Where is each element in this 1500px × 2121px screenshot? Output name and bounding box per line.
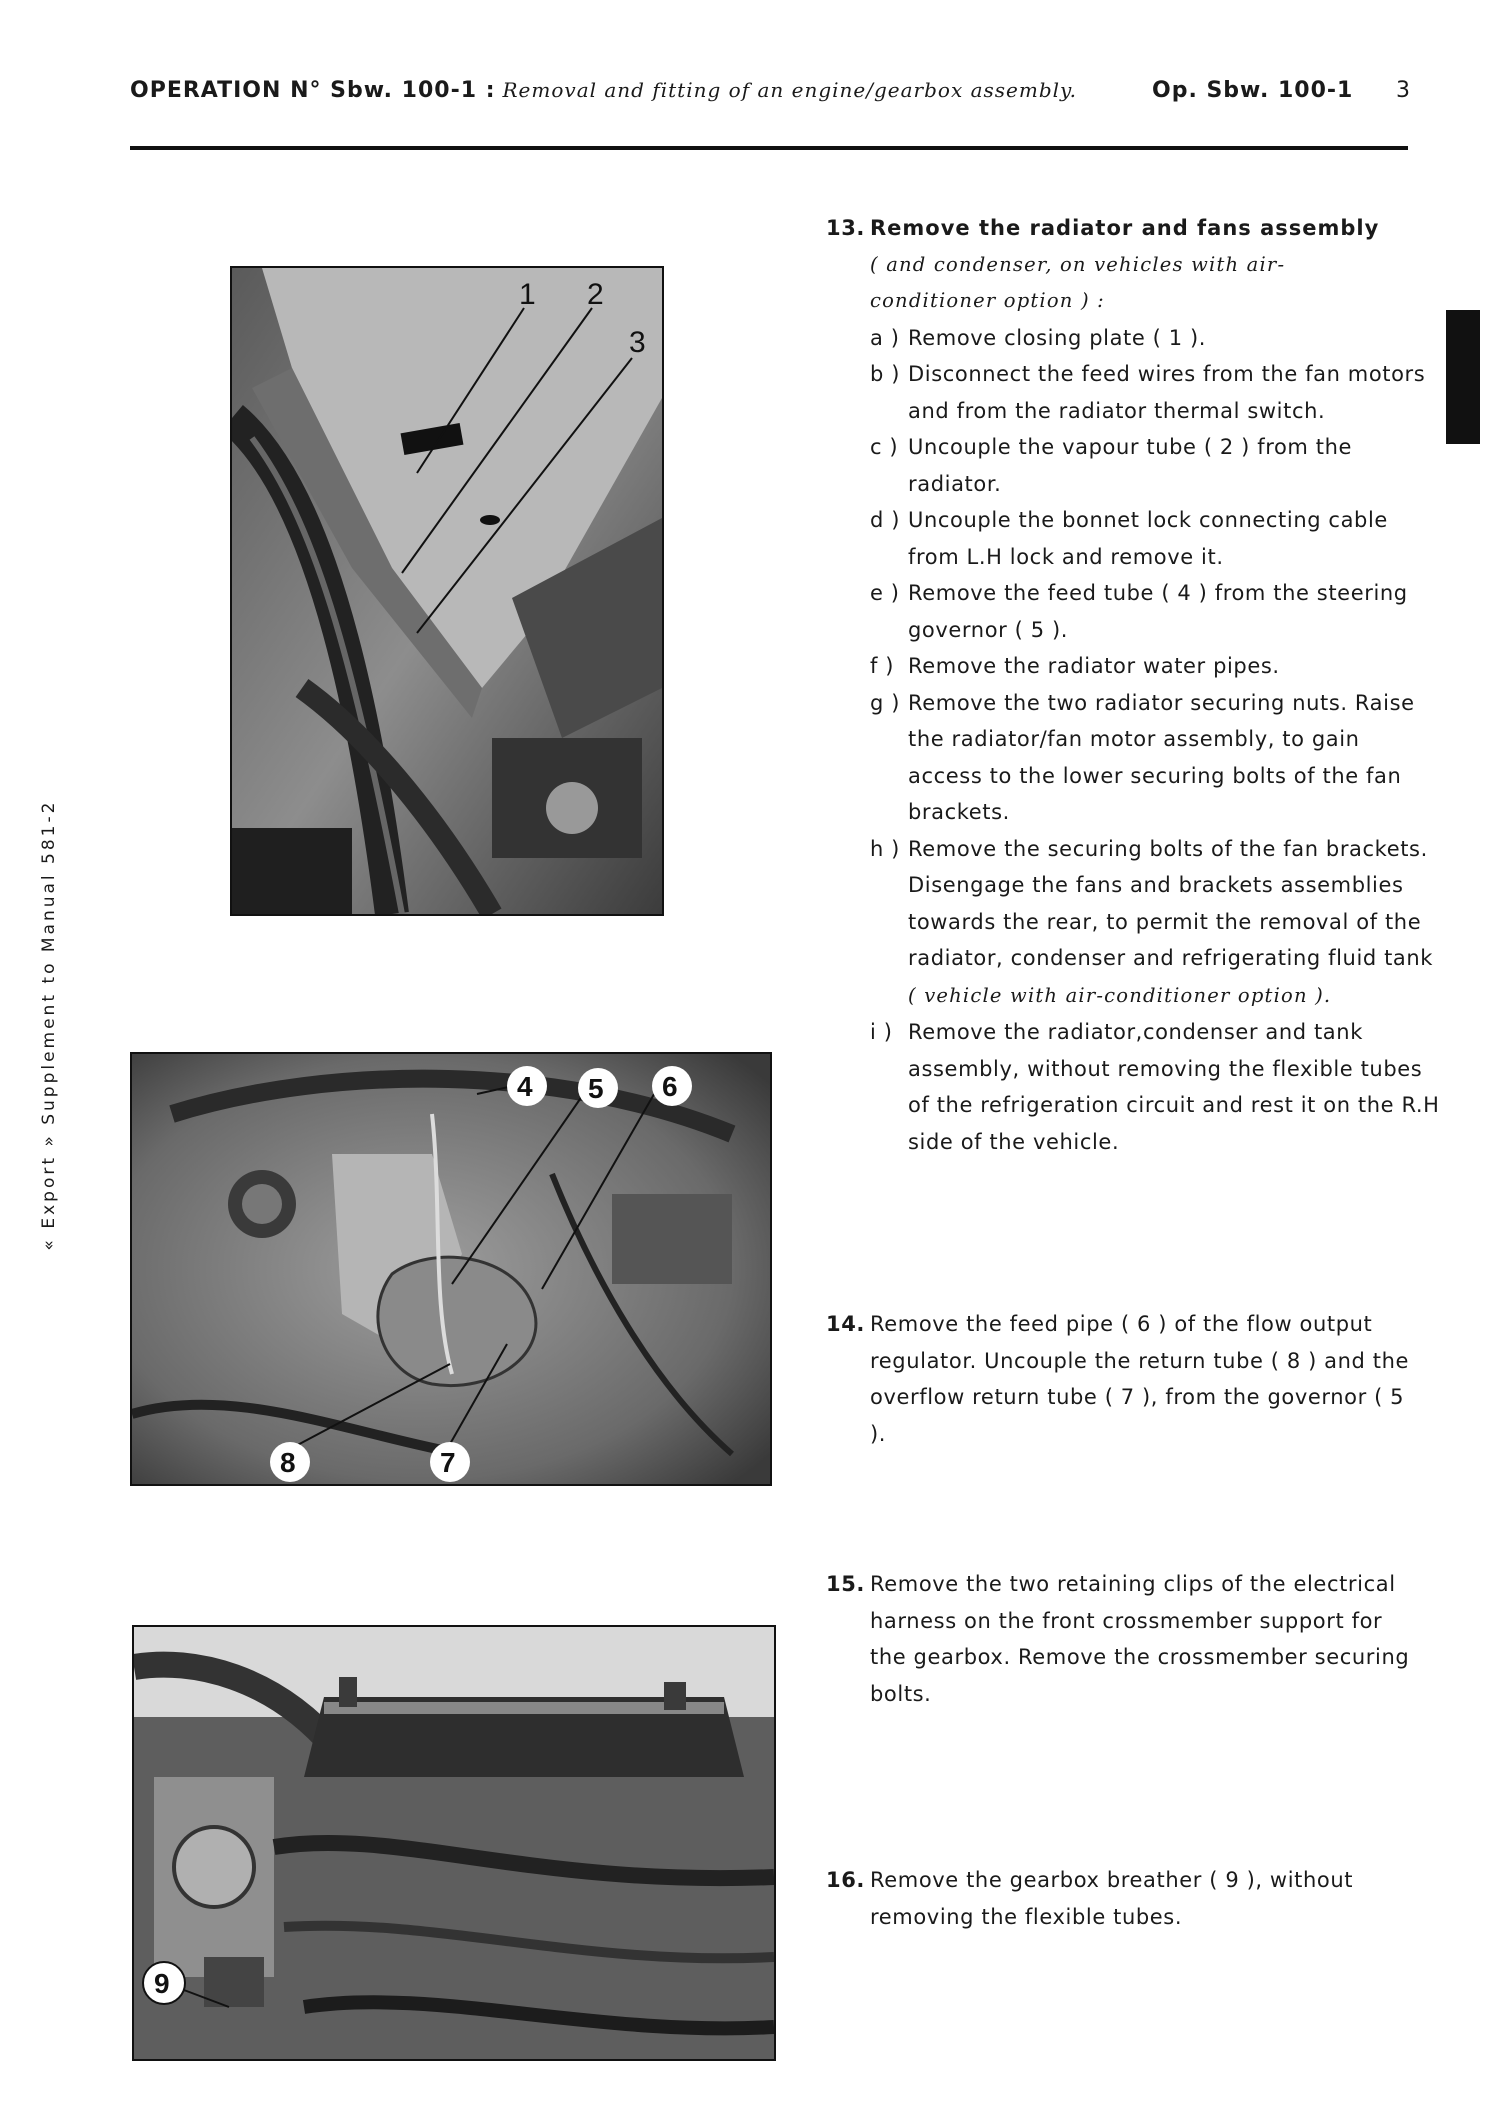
step-16-text: Remove the gearbox breather ( 9 ), without removing the flexible tubes. <box>870 1868 1354 1929</box>
figure-governor-photo <box>130 1052 772 1486</box>
step-14-number: 14. <box>826 1312 866 1336</box>
figure-radiator-photo <box>230 266 664 916</box>
callout-9: 9 <box>154 1968 170 1999</box>
step-15-number: 15. <box>826 1572 866 1596</box>
figure-gearbox-photo <box>132 1625 776 2061</box>
step-13-title: Remove the radiator and fans assembly <box>870 216 1380 240</box>
step-13-item-b: b ) Disconnect the feed wires from the fan motors and from the radiator thermal switch. <box>870 362 1426 423</box>
side-label: « Export » Supplement to Manual 581-2 <box>39 799 59 1251</box>
radiator-photo-graphic <box>232 268 662 914</box>
callout-7: 7 <box>440 1447 456 1478</box>
step-13-subtitle: ( and condenser, on vehicles with air-conditioner option ) : <box>870 252 1286 312</box>
step-13-item-e: e ) Remove the feed tube ( 4 ) from the steering governor ( 5 ). <box>870 581 1408 642</box>
header-rule <box>130 146 1408 150</box>
step-13 <box>870 210 1440 1160</box>
gearbox-photo-graphic <box>134 1627 774 2059</box>
callout-3: 3 <box>629 326 646 359</box>
operation-number: OPERATION N° Sbw. 100-1 : <box>130 78 496 103</box>
callout-4: 4 <box>517 1071 533 1102</box>
page-number: 3 <box>1396 78 1410 103</box>
step-13-item-a: a ) Remove closing plate ( 1 ). <box>870 325 1207 350</box>
callout-5: 5 <box>588 1073 604 1104</box>
header-operation-line <box>130 78 1077 103</box>
operation-title: Removal and fitting of an engine/gearbox assembly. <box>502 78 1078 102</box>
governor-photo-graphic <box>132 1054 770 1484</box>
step-14-text: Remove the feed pipe ( 6 ) of the flow output regulator. Uncouple the return tube ( 8 ) and the overflow return tube ( 7 ), from the governor ( 5 ). <box>870 1312 1410 1446</box>
step-13-item-g: g ) Remove the two radiator securing nuts. Raise the radiator/fan motor assembly, to gain access to the lower securing bolts of the fan brackets. <box>870 690 1415 824</box>
operation-reference: Op. Sbw. 100-1 <box>1152 78 1354 103</box>
callout-6: 6 <box>662 1071 678 1102</box>
step-16-number: 16. <box>826 1868 866 1892</box>
step-13-item-d: d ) Uncouple the bonnet lock connecting cable from L.H lock and remove it. <box>870 508 1388 569</box>
step-15-text: Remove the two retaining clips of the electrical harness on the front crossmember support for the gearbox. Remove the crossmember securing bolts. <box>870 1572 1410 1706</box>
callout-1: 1 <box>519 278 536 311</box>
section-tab-marker <box>1446 310 1480 444</box>
callout-2: 2 <box>587 278 604 311</box>
step-13-item-f: f ) Remove the radiator water pipes. <box>870 654 1280 678</box>
step-13-item-h: h ) Remove the securing bolts of the fan brackets. Disengage the fans and brackets assemblies towards the rear, to permit the removal of the radiator, condenser and refrigerating fluid tank ( vehicle with air-conditioner option ). <box>870 836 1434 1007</box>
step-13-item-c: c ) Uncouple the vapour tube ( 2 ) from the radiator. <box>870 435 1353 496</box>
callout-8: 8 <box>280 1447 296 1478</box>
step-13-number: 13. <box>826 216 866 240</box>
step-13-item-i: i ) Remove the radiator,condenser and tank assembly, without removing the flexible tubes of the refrigeration circuit and rest it on the R.H side of the vehicle. <box>870 1020 1440 1154</box>
